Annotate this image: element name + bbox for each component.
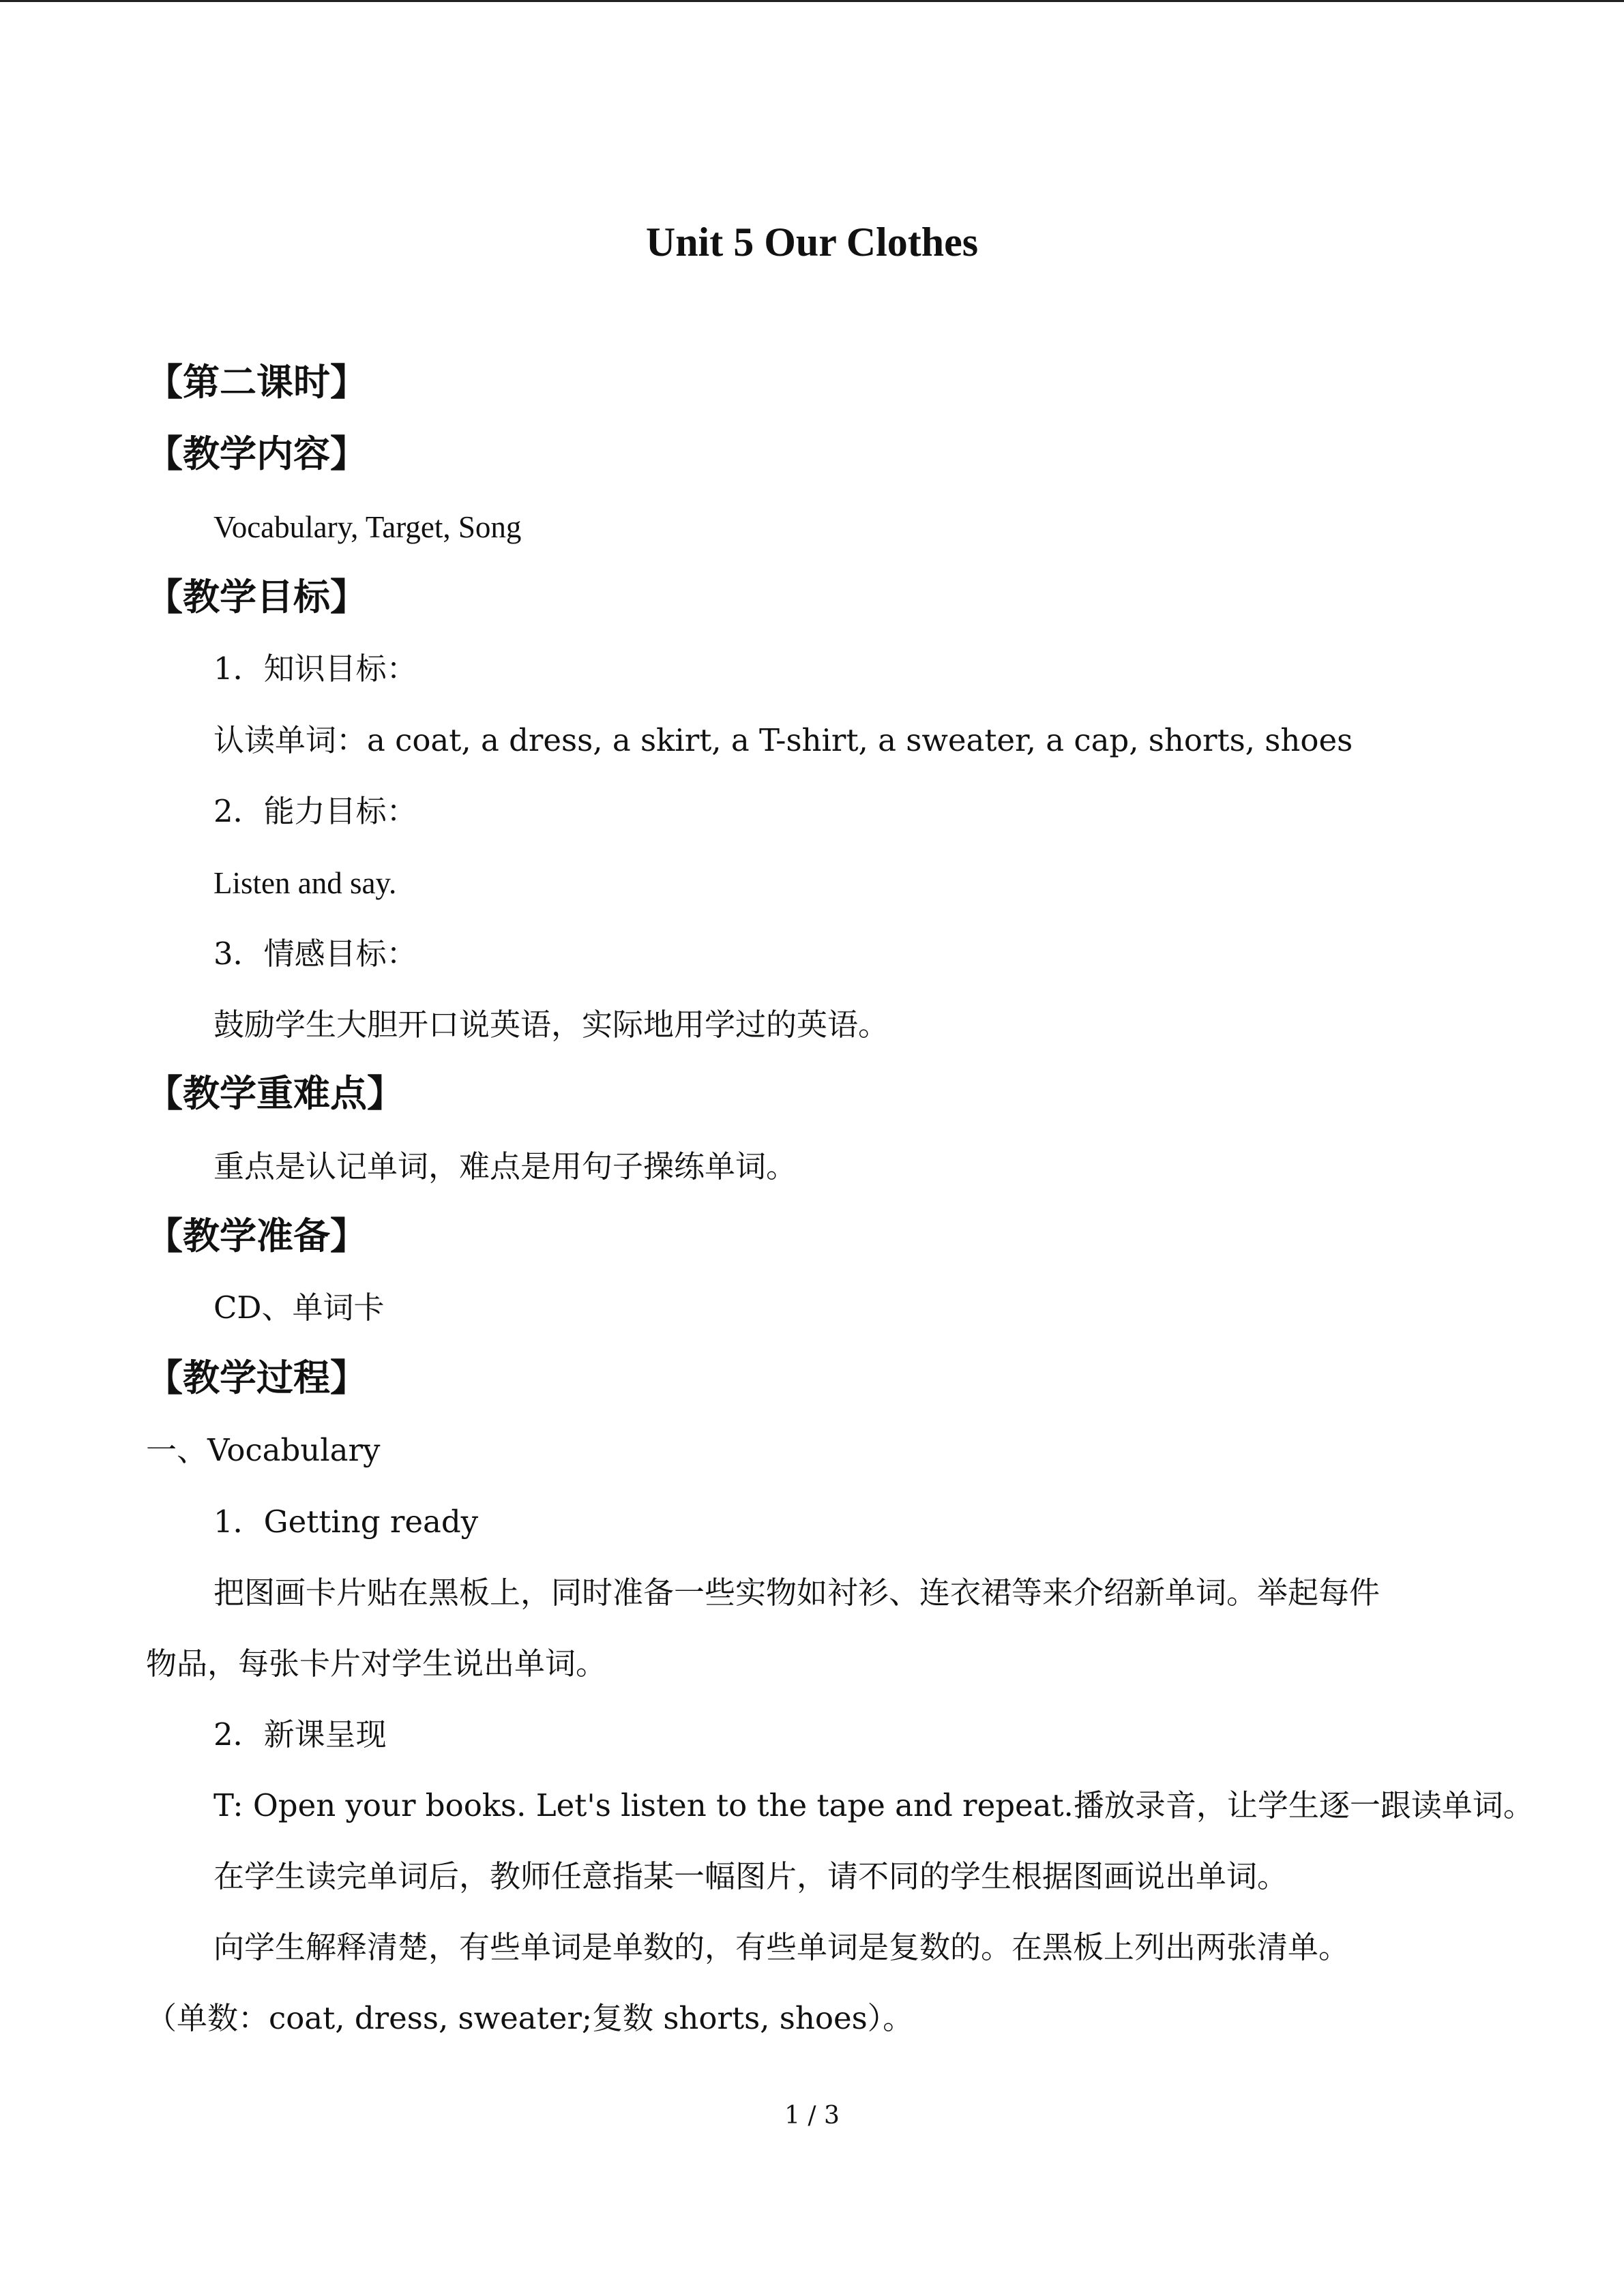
goal3-label: 3．情感目标： (213, 936, 417, 972)
goal2-label: 2．能力目标： (213, 793, 417, 829)
step2-text2: 在学生读完单词后，教师任意指某一幅图片，请不同的学生根据图画说出单词。 (213, 1858, 1288, 1894)
part1-heading: 一、Vocabulary (146, 1432, 381, 1468)
goal1-label: 1．知识目标： (213, 651, 417, 687)
heading-process: 【教学过程】 (146, 1356, 367, 1399)
heading-goals: 【教学目标】 (146, 575, 367, 618)
heading-key-points: 【教学重难点】 (146, 1071, 404, 1115)
step1-text-line1: 把图画卡片贴在黑板上，同时准备一些实物如衬衫、连衣裙等来介绍新单词。举起每件 (213, 1575, 1381, 1611)
heading-period: 【第二课时】 (146, 360, 367, 404)
step2-text1: T: Open your books. Let's listen to the tape and repeat.播放录音，让学生逐一跟读单词。 (213, 1787, 1534, 1823)
key-points-text: 重点是认记单词，难点是用句子操练单词。 (213, 1148, 797, 1184)
step2-text4: （单数：coat, dress, sweater;复数 shorts, shoes）。 (146, 2000, 914, 2036)
document-title: Unit 5 Our Clothes (645, 220, 979, 265)
step2-text3: 向学生解释清楚，有些单词是单数的，有些单词是复数的。在黑板上列出两张清单。 (213, 1929, 1350, 1965)
step1-heading: 1．Getting ready (213, 1504, 479, 1540)
step2-heading: 2．新课呈现 (213, 1716, 387, 1753)
step1-text-line2: 物品，每张卡片对学生说出单词。 (146, 1645, 607, 1682)
goal1-text: 认读单词：a coat, a dress, a skirt, a T-shirt, a sweater, a cap, shorts, shoes (213, 722, 1353, 758)
prep-text: CD、单词卡 (213, 1289, 385, 1326)
page-number: 1 / 3 (784, 2102, 840, 2130)
content-text: Vocabulary, Target, Song (213, 510, 522, 544)
heading-prep: 【教学准备】 (146, 1214, 367, 1257)
goal2-text: Listen and say. (213, 866, 397, 900)
goal3-text: 鼓励学生大胆开口说英语，实际地用学过的英语。 (213, 1007, 889, 1043)
heading-content: 【教学内容】 (146, 432, 367, 475)
